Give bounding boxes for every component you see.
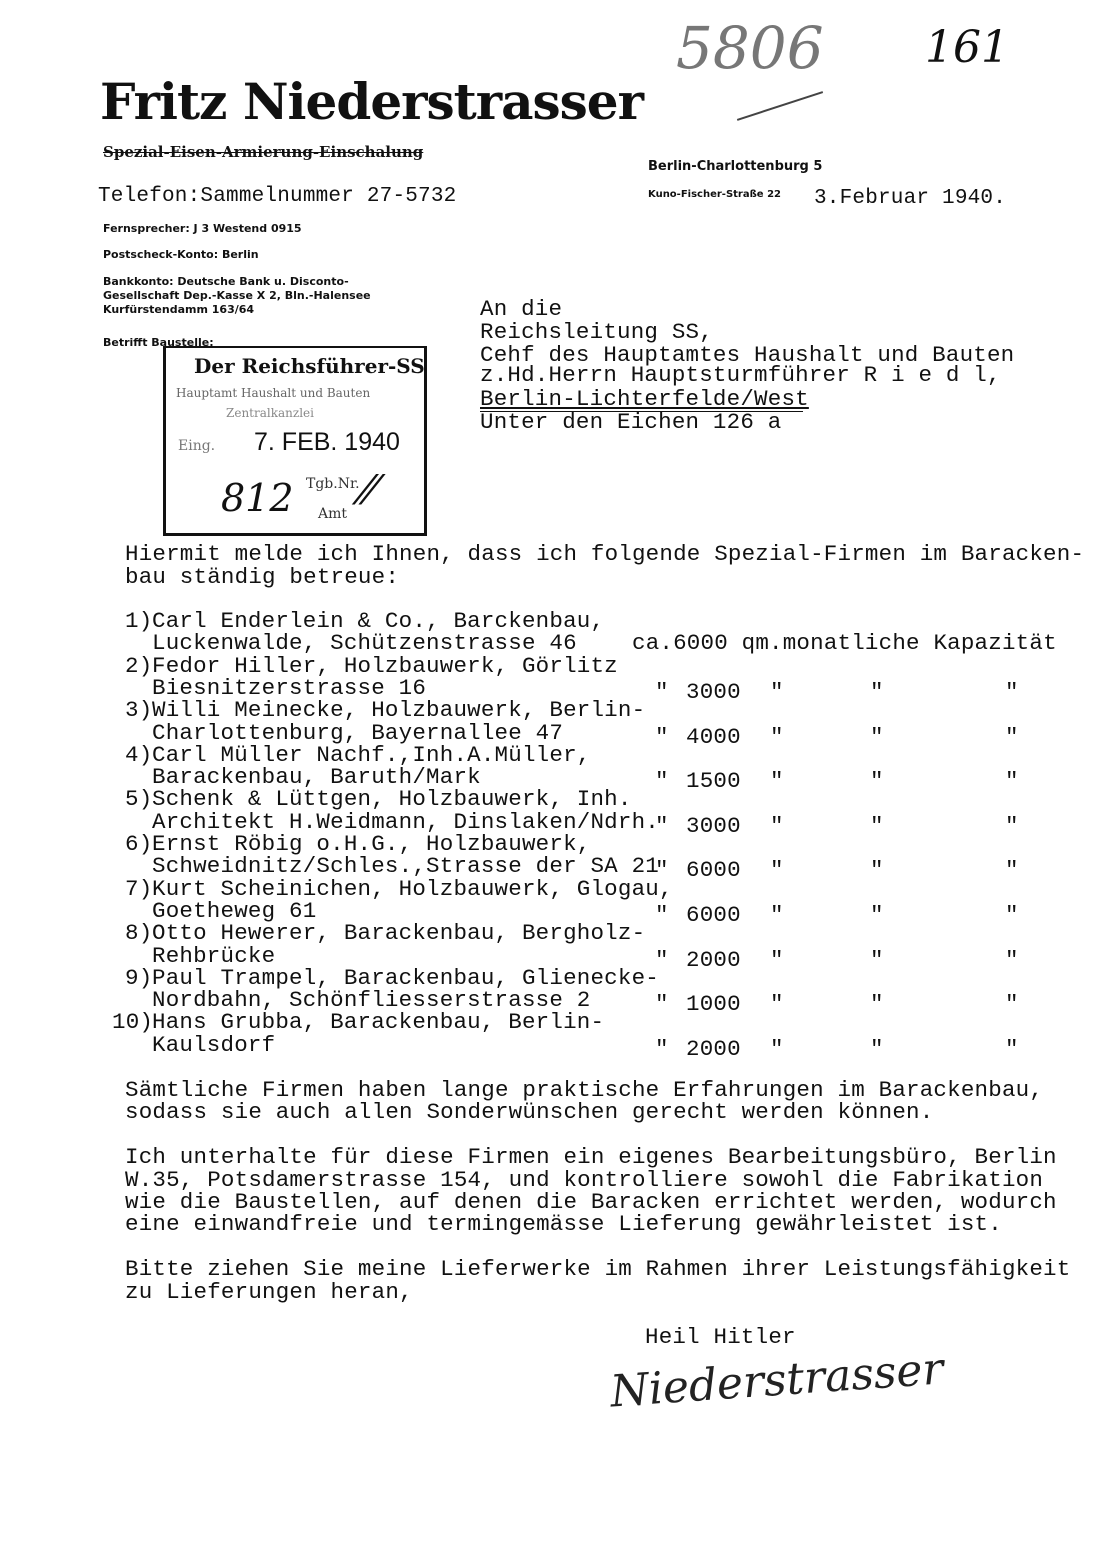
ditto-mark: " xyxy=(870,991,884,1018)
ditto-mark: " xyxy=(1005,678,1019,705)
firm-capacity: 3000 xyxy=(686,678,741,705)
ditto-mark: " xyxy=(1005,991,1019,1018)
firm-line: Schweidnitz/Schles.,Strasse der SA 21 xyxy=(152,853,659,880)
ditto-mark: " xyxy=(1005,1035,1019,1062)
firm-capacity: 1000 xyxy=(686,991,741,1018)
ditto-mark: " xyxy=(870,678,884,705)
stamp-department: Hauptamt Haushalt und Bauten xyxy=(176,386,371,400)
paragraph-line: W.35, Potsdamerstrasse 154, und kontrolliere sowohl die Fabrikation xyxy=(125,1167,1044,1193)
ditto-mark: " xyxy=(870,1035,884,1062)
firm-capacity: 6000 xyxy=(686,901,741,928)
ditto-mark: " xyxy=(770,946,784,973)
recipient-line: Cehf des Hauptamtes Haushalt und Bauten xyxy=(480,342,1015,368)
ditto-mark: " xyxy=(655,946,669,973)
ditto-mark: " xyxy=(770,812,784,839)
firm-line: Goetheweg 61 xyxy=(152,897,317,924)
firm-number: 2) xyxy=(125,652,153,679)
firm-capacity: 2000 xyxy=(686,946,741,973)
firm-line: Charlottenburg, Bayernallee 47 xyxy=(152,719,564,746)
postscheck: Postscheck-Konto: Berlin xyxy=(103,248,259,261)
ditto-mark: " xyxy=(655,857,669,884)
handwritten-number: 5806 xyxy=(676,14,824,82)
firm-number: 1) xyxy=(125,608,153,634)
firm-line: Otto Hewerer, Barackenbau, Bergholz- xyxy=(152,920,646,947)
bank-line-1: Bankkonto: Deutsche Bank u. Disconto- xyxy=(103,275,349,288)
firm-line: Schenk & Lüttgen, Holzbauwerk, Inh. xyxy=(152,786,632,813)
firm-line: Ernst Röbig o.H.G., Holzbauwerk, xyxy=(152,831,591,857)
ditto-mark: " xyxy=(770,857,784,884)
ditto-mark: " xyxy=(770,1035,784,1062)
firm-line: Kaulsdorf xyxy=(152,1031,276,1058)
ditto-mark: " xyxy=(655,1035,669,1062)
firm-capacity: 6000 xyxy=(686,857,741,884)
firm-number: 4) xyxy=(125,741,153,768)
ditto-mark: " xyxy=(655,768,669,795)
stamp-title: Der Reichsführer-SS xyxy=(194,354,425,378)
firm-line: Barackenbau, Baruth/Mark xyxy=(152,764,481,791)
ditto-mark: " xyxy=(1005,946,1019,973)
paragraph-line: Ich unterhalte für diese Firmen ein eigenes Bearbeitungsbüro, Berlin xyxy=(125,1144,1057,1170)
firm-line: Luckenwalde, Schützenstrasse 46 xyxy=(152,630,577,657)
received-stamp xyxy=(163,346,427,536)
ditto-mark: " xyxy=(1005,857,1019,884)
ditto-mark: " xyxy=(770,768,784,795)
firm-line: Rehbrücke xyxy=(152,942,276,969)
recipient-line: An die xyxy=(480,296,563,322)
stamp-tgb-label: Tgb.Nr. xyxy=(306,476,360,492)
firm-line: Biesnitzerstrasse 16 xyxy=(152,674,427,701)
ditto-mark: " xyxy=(655,678,669,705)
signature: Niederstrasser xyxy=(608,1343,945,1418)
firm-number: 3) xyxy=(125,697,153,724)
firm-capacity: 3000 xyxy=(686,812,741,839)
recipient-line: Unter den Eichen 126 a xyxy=(480,409,782,435)
intro-line: bau ständig betreue: xyxy=(125,564,400,590)
pen-stroke xyxy=(737,91,823,121)
firm-number: 9) xyxy=(125,964,153,991)
paragraph-line: zu Lieferungen heran, xyxy=(125,1279,413,1305)
ditto-mark: " xyxy=(1005,812,1019,839)
paragraph-line: eine einwandfreie und termingemässe Lieferung gewährleistet ist. xyxy=(125,1211,1002,1237)
firm-number: 8) xyxy=(125,920,153,947)
firm-number: 7) xyxy=(125,875,153,902)
betrifft-label: Betrifft Baustelle: xyxy=(103,336,214,349)
ditto-mark: " xyxy=(870,768,884,795)
bank-line-3: Kurfürstendamm 163/64 xyxy=(103,303,255,316)
firm-line: Carl Müller Nachf.,Inh.A.Müller, xyxy=(152,741,591,768)
firm-number: 10) xyxy=(112,1009,154,1036)
recipient-line: z.Hd.Herrn Hauptsturmführer R i e d l, xyxy=(480,362,1001,388)
recipient-line: Reichsleitung SS, xyxy=(480,319,713,345)
paragraph-line: Sämtliche Firmen haben lange praktische Erfahrungen im Barackenbau, xyxy=(125,1077,1044,1103)
fernsprecher: Fernsprecher: J 3 Westend 0915 xyxy=(103,222,302,235)
stamp-date: 7. FEB. 1940 xyxy=(254,428,400,456)
firm-line: Architekt H.Weidmann, Dinslaken/Ndrh. xyxy=(152,808,659,835)
ditto-mark: " xyxy=(655,901,669,928)
ditto-mark: " xyxy=(1005,901,1019,928)
stamp-office: Zentralkanzlei xyxy=(226,406,314,420)
firm-line: Hans Grubba, Barackenbau, Berlin- xyxy=(152,1009,605,1036)
firm-capacity: 4000 xyxy=(686,723,741,750)
ditto-mark: " xyxy=(870,812,884,839)
firm-line: Willi Meinecke, Holzbauwerk, Berlin- xyxy=(152,697,646,724)
paragraph-line: sodass sie auch allen Sonderwünschen gerecht werden können. xyxy=(125,1099,934,1125)
phone-number: Telefon:Sammelnummer 27-5732 xyxy=(98,185,457,208)
firm-number: 6) xyxy=(125,831,153,857)
firm-capacity: 2000 xyxy=(686,1035,741,1062)
stamp-amt-label: Amt xyxy=(318,506,348,522)
firm-number: 5) xyxy=(125,786,153,813)
ditto-mark: " xyxy=(1005,768,1019,795)
company-tagline: Spezial-Eisen-Armierung-Einschalung xyxy=(103,143,424,161)
sender-city: Berlin-Charlottenburg 5 xyxy=(648,159,823,174)
closing: Heil Hitler xyxy=(645,1324,796,1350)
divider xyxy=(480,411,803,412)
ditto-mark: " xyxy=(770,723,784,750)
intro-line: Hiermit melde ich Ihnen, dass ich folgende Spezial-Firmen im Baracken- xyxy=(125,541,1085,567)
stamp-eing-label: Eing. xyxy=(178,438,216,454)
firm-line: Kurt Scheinichen, Holzbauwerk, Glogau, xyxy=(152,875,673,902)
bank-line-2: Gesellschaft Dep.-Kasse X 2, Bln.-Halensee xyxy=(103,289,371,302)
paragraph-line: Bitte ziehen Sie meine Lieferwerke im Rahmen ihrer Leistungsfähigkeit xyxy=(125,1256,1071,1282)
ditto-mark: " xyxy=(770,678,784,705)
company-name: Fritz Niederstrasser xyxy=(100,72,643,131)
ditto-mark: " xyxy=(870,723,884,750)
firm-line: Paul Trampel, Barackenbau, Glienecke- xyxy=(152,964,659,991)
ditto-mark: " xyxy=(770,901,784,928)
capacity-header: ca.6000 qm.monatliche Kapazität xyxy=(632,630,1057,656)
ditto-mark: " xyxy=(770,991,784,1018)
paragraph-line: wie die Baustellen, auf denen die Baracken errichtet werden, wodurch xyxy=(125,1189,1057,1215)
ditto-mark: " xyxy=(655,991,669,1018)
firm-capacity: 1500 xyxy=(686,768,741,795)
letter-date: 3.Februar 1940. xyxy=(814,187,1007,210)
ditto-mark: " xyxy=(655,812,669,839)
ditto-mark: " xyxy=(870,857,884,884)
ditto-mark: " xyxy=(870,946,884,973)
recipient-line: Berlin-Lichterfelde/West xyxy=(480,386,809,412)
firm-line: Nordbahn, Schönfliesserstrasse 2 xyxy=(152,987,591,1014)
ditto-mark: " xyxy=(870,901,884,928)
sender-street: Kuno-Fischer-Straße 22 xyxy=(648,189,781,200)
handwritten-page-number: 161 xyxy=(925,22,1009,73)
stamp-initials: ⁄⁄ xyxy=(362,468,376,514)
ditto-mark: " xyxy=(655,723,669,750)
stamp-handwritten-number: 812 xyxy=(221,476,294,520)
firm-line: Carl Enderlein & Co., Barckenbau, xyxy=(152,608,605,634)
firm-line: Fedor Hiller, Holzbauwerk, Görlitz xyxy=(152,652,618,679)
ditto-mark: " xyxy=(1005,723,1019,750)
